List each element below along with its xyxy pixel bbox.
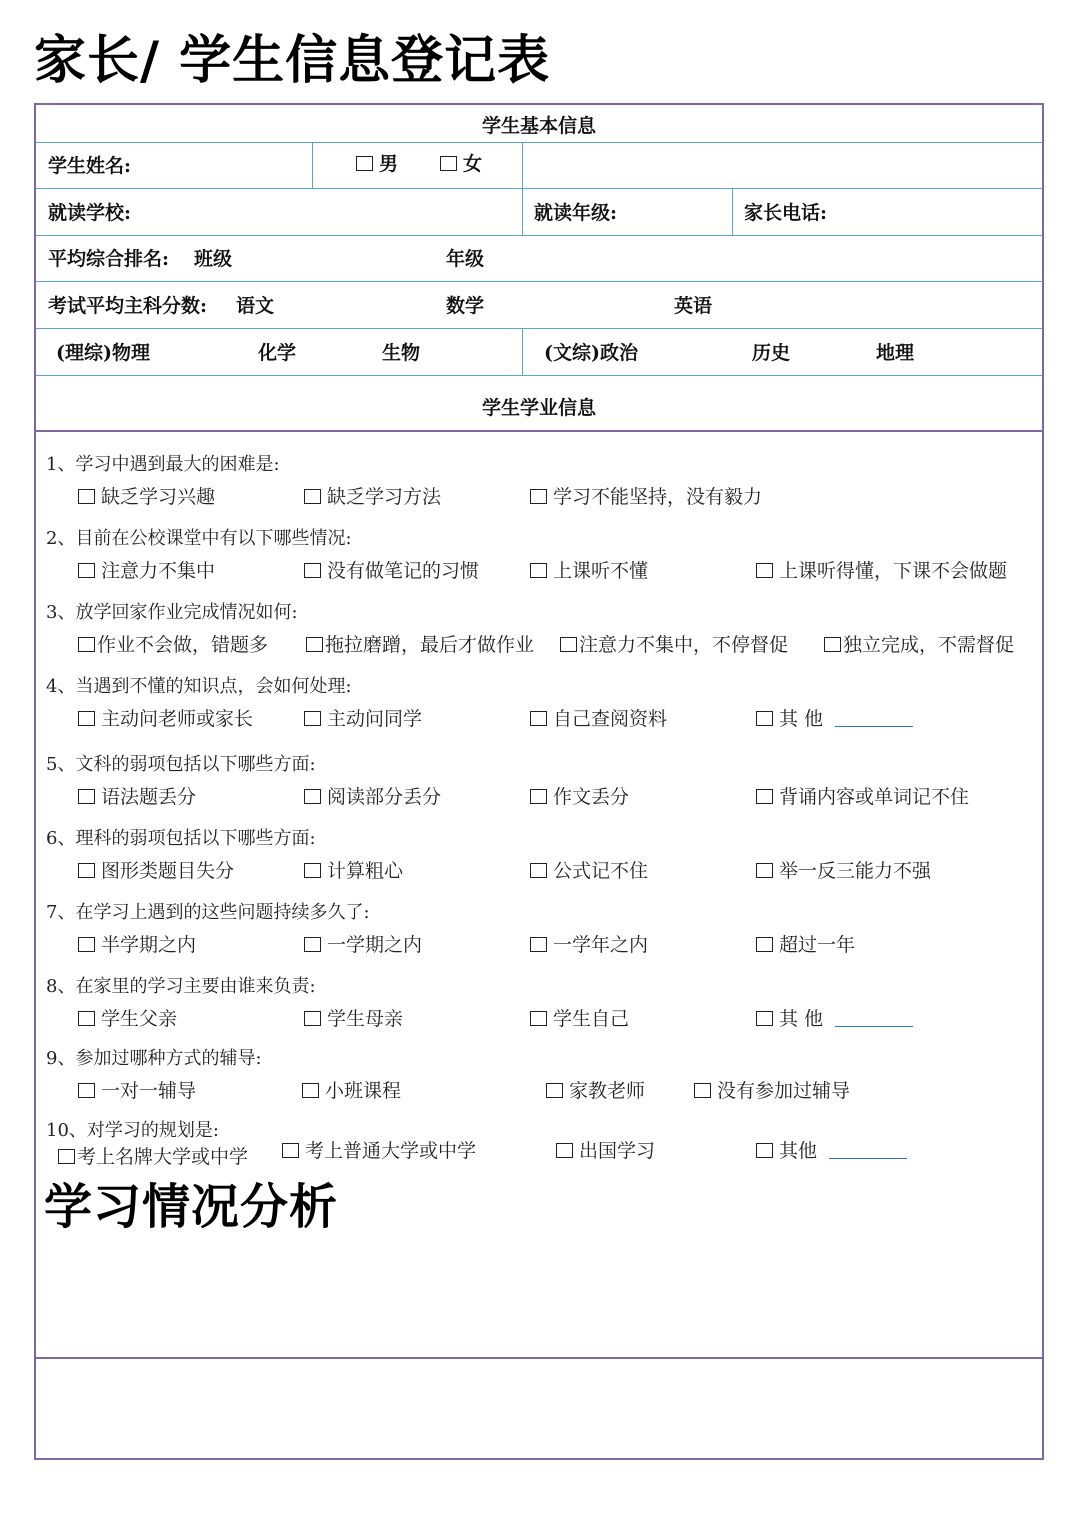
q9-option-4[interactable]: 没有参加过辅导 xyxy=(694,1076,850,1103)
q4-option-1[interactable]: 主动问老师或家长 xyxy=(78,704,253,731)
divider xyxy=(732,189,733,236)
q4-option-2[interactable]: 主动问同学 xyxy=(304,704,422,731)
checkbox-icon[interactable] xyxy=(304,789,321,804)
q5-option-3[interactable]: 作文丢分 xyxy=(530,782,629,809)
score-row xyxy=(36,282,1042,329)
question-8: 8、在家里的学习主要由谁来负责: xyxy=(46,976,316,997)
checkbox-icon[interactable] xyxy=(304,1011,321,1026)
academic-info-header-row xyxy=(36,376,1042,432)
q7-option-1[interactable]: 半学期之内 xyxy=(78,930,196,957)
questions-area xyxy=(36,432,1042,1357)
other-blank-line[interactable] xyxy=(829,1158,907,1159)
checkbox-icon[interactable] xyxy=(78,937,95,952)
gender-male-option[interactable]: 男 xyxy=(356,149,398,176)
grade-label: 就读年级: xyxy=(534,202,618,224)
checkbox-icon[interactable] xyxy=(78,489,95,504)
divider xyxy=(522,189,523,236)
rank-class-label: 班级 xyxy=(194,248,233,270)
other-blank-line[interactable] xyxy=(835,726,913,727)
checkbox-icon[interactable] xyxy=(78,637,95,652)
q10-option-2[interactable]: 考上普通大学或中学 xyxy=(282,1136,476,1163)
q3-option-3[interactable]: 注意力不集中，不停督促 xyxy=(560,630,788,657)
checkbox-icon[interactable] xyxy=(304,563,321,578)
checkbox-icon[interactable] xyxy=(530,563,547,578)
checkbox-icon[interactable] xyxy=(756,863,773,878)
checkbox-icon[interactable] xyxy=(78,1011,95,1026)
checkbox-icon[interactable] xyxy=(756,711,773,726)
question-1: 1、学习中遇到最大的困难是: xyxy=(46,454,280,475)
checkbox-icon[interactable] xyxy=(546,1083,563,1098)
score-label: 考试平均主科分数: xyxy=(48,295,208,317)
q2-option-1[interactable]: 注意力不集中 xyxy=(78,556,215,583)
question-10: 10、对学习的规划是: xyxy=(46,1120,219,1141)
math-label: 数学 xyxy=(446,295,485,317)
checkbox-icon[interactable] xyxy=(756,1011,773,1026)
q7-option-4[interactable]: 超过一年 xyxy=(756,930,855,957)
divider xyxy=(522,329,523,376)
checkbox-icon[interactable] xyxy=(756,789,773,804)
checkbox-icon[interactable] xyxy=(530,789,547,804)
question-4: 4、当遇到不懂的知识点，会如何处理: xyxy=(46,676,352,697)
question-7: 7、在学习上遇到的这些问题持续多久了: xyxy=(46,902,370,923)
checkbox-icon[interactable] xyxy=(756,1143,773,1158)
chemistry-label: 化学 xyxy=(258,342,297,364)
q6-option-3[interactable]: 公式记不住 xyxy=(530,856,648,883)
checkbox-icon[interactable] xyxy=(282,1143,299,1158)
q5-option-1[interactable]: 语法题丢分 xyxy=(78,782,196,809)
school-label: 就读学校: xyxy=(48,202,132,224)
checkbox-icon[interactable] xyxy=(302,1083,319,1098)
question-9: 9、参加过哪种方式的辅导: xyxy=(46,1048,262,1069)
q4-option-4[interactable]: 其 他 xyxy=(756,704,913,731)
english-label: 英语 xyxy=(674,295,713,317)
q6-option-4[interactable]: 举一反三能力不强 xyxy=(756,856,931,883)
q10-option-1[interactable]: 考上名牌大学或中学 xyxy=(58,1142,248,1169)
chinese-label: 语文 xyxy=(236,295,275,317)
checkbox-icon[interactable] xyxy=(440,156,457,171)
checkbox-icon[interactable] xyxy=(304,489,321,504)
question-6: 6、理科的弱项包括以下哪些方面: xyxy=(46,828,316,849)
checkbox-icon[interactable] xyxy=(78,711,95,726)
q8-option-4[interactable]: 其 他 xyxy=(756,1004,913,1031)
checkbox-icon[interactable] xyxy=(304,711,321,726)
q9-option-2[interactable]: 小班课程 xyxy=(302,1076,401,1103)
other-blank-line[interactable] xyxy=(835,1026,913,1027)
politics-label: (文综)政治 xyxy=(544,342,638,364)
analysis-notes-area[interactable] xyxy=(36,1359,1042,1458)
q9-option-1[interactable]: 一对一辅导 xyxy=(78,1076,196,1103)
checkbox-icon[interactable] xyxy=(304,863,321,878)
checkbox-icon[interactable] xyxy=(356,156,373,171)
analysis-heading: 学习情况分析 xyxy=(44,1179,339,1235)
divider xyxy=(522,143,523,189)
basic-info-heading: 学生基本信息 xyxy=(481,115,596,137)
question-5: 5、文科的弱项包括以下哪些方面: xyxy=(46,754,316,775)
question-3: 3、放学回家作业完成情况如何: xyxy=(46,602,298,623)
page-title: 家长/ 学生信息登记表 xyxy=(34,31,551,91)
checkbox-icon[interactable] xyxy=(756,563,773,578)
rank-row xyxy=(36,236,1042,282)
q4-option-3[interactable]: 自己查阅资料 xyxy=(530,704,667,731)
academic-info-heading: 学生学业信息 xyxy=(481,397,596,419)
student-name-label: 学生姓名: xyxy=(48,155,132,177)
history-label: 历史 xyxy=(752,342,791,364)
physics-label: (理综)物理 xyxy=(56,342,150,364)
geography-label: 地理 xyxy=(876,342,915,364)
name-row xyxy=(36,143,1042,189)
checkbox-icon[interactable] xyxy=(824,637,841,652)
q1-option-3[interactable]: 学习不能坚持，没有毅力 xyxy=(530,482,762,509)
rank-grade-label: 年级 xyxy=(446,248,485,270)
gender-female-option[interactable]: 女 xyxy=(440,149,482,176)
checkbox-icon[interactable] xyxy=(78,789,95,804)
q2-option-3[interactable]: 上课听不懂 xyxy=(530,556,648,583)
checkbox-icon[interactable] xyxy=(530,863,547,878)
rank-label: 平均综合排名: xyxy=(48,248,170,270)
q5-option-2[interactable]: 阅读部分丢分 xyxy=(304,782,441,809)
checkbox-icon[interactable] xyxy=(306,637,323,652)
q10-option-3[interactable]: 出国学习 xyxy=(556,1136,655,1163)
basic-info-header-row xyxy=(36,105,1042,143)
checkbox-icon[interactable] xyxy=(58,1149,75,1164)
checkbox-icon[interactable] xyxy=(694,1083,711,1098)
biology-label: 生物 xyxy=(382,342,421,364)
q3-option-1[interactable]: 作业不会做，错题多 xyxy=(78,630,268,657)
checkbox-icon[interactable] xyxy=(530,711,547,726)
q9-option-3[interactable]: 家教老师 xyxy=(546,1076,645,1103)
q3-option-4[interactable]: 独立完成，不需督促 xyxy=(824,630,1014,657)
question-2: 2、目前在公校课堂中有以下哪些情况: xyxy=(46,528,352,549)
q1-option-2[interactable]: 缺乏学习方法 xyxy=(304,482,441,509)
q6-option-1[interactable]: 图形类题目失分 xyxy=(78,856,234,883)
combined-subjects-row xyxy=(36,329,1042,376)
checkbox-icon[interactable] xyxy=(556,1143,573,1158)
checkbox-icon[interactable] xyxy=(304,937,321,952)
q5-option-4[interactable]: 背诵内容或单词记不住 xyxy=(756,782,969,809)
q1-option-1[interactable]: 缺乏学习兴趣 xyxy=(78,482,215,509)
q7-option-3[interactable]: 一学年之内 xyxy=(530,930,648,957)
checkbox-icon[interactable] xyxy=(560,637,577,652)
checkbox-icon[interactable] xyxy=(78,1083,95,1098)
q6-option-2[interactable]: 计算粗心 xyxy=(304,856,403,883)
registration-form xyxy=(34,103,1044,1460)
q2-option-4[interactable]: 上课听得懂，下课不会做题 xyxy=(756,556,1007,583)
checkbox-icon[interactable] xyxy=(530,1011,547,1026)
checkbox-icon[interactable] xyxy=(78,863,95,878)
q8-option-1[interactable]: 学生父亲 xyxy=(78,1004,177,1031)
q10-option-4[interactable]: 其他 xyxy=(756,1136,907,1163)
q8-option-3[interactable]: 学生自己 xyxy=(530,1004,629,1031)
checkbox-icon[interactable] xyxy=(78,563,95,578)
q7-option-2[interactable]: 一学期之内 xyxy=(304,930,422,957)
school-row xyxy=(36,189,1042,236)
checkbox-icon[interactable] xyxy=(756,937,773,952)
q3-option-2[interactable]: 拖拉磨蹭，最后才做作业 xyxy=(306,630,534,657)
checkbox-icon[interactable] xyxy=(530,937,547,952)
q2-option-2[interactable]: 没有做笔记的习惯 xyxy=(304,556,479,583)
checkbox-icon[interactable] xyxy=(530,489,547,504)
divider xyxy=(312,143,313,189)
q8-option-2[interactable]: 学生母亲 xyxy=(304,1004,403,1031)
parent-phone-label: 家长电话: xyxy=(744,202,828,224)
